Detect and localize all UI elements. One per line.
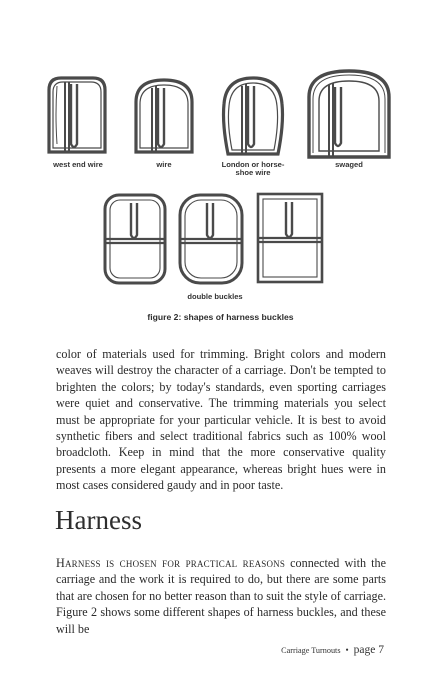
- label-swaged: swaged: [335, 160, 363, 169]
- buckle-wire: [130, 76, 198, 156]
- footer-separator: •: [345, 645, 349, 655]
- body-paragraph-2: [56, 555, 386, 637]
- figure-caption: figure 2: shapes of harness buckles: [147, 312, 294, 322]
- buckle-swaged: [303, 67, 395, 161]
- section-heading: Harness: [55, 505, 142, 535]
- page-footer: [281, 644, 384, 656]
- double-buckle-rounded: [101, 191, 169, 287]
- buckle-west-end-wire: [43, 74, 111, 156]
- double-buckle-oval: [176, 191, 246, 287]
- label-london-line2: shoe wire: [235, 168, 271, 177]
- body-paragraph-1: color of materials used for trimming. Bright colors and modern weaves will destroy the character of a carriage. Don't be tempted to brighten the colors; by today's standards, even sporting carriages were quiet and conservative. The trimming materials you select must be appropriate for your particular vehicle. It is best to avoid synthetic fibers and select traditional fabrics such as 100% wool broadcloth. Keep in mind that the more conservative quality presents a more elegant appearance, whereas bright hues were in most cases considered gaudy and in poor taste.: [56, 347, 386, 493]
- label-wire: wire: [156, 160, 172, 169]
- label-london-line1: London or horse-: [221, 160, 285, 169]
- label-double-buckles: double buckles: [187, 292, 243, 301]
- double-buckle-square: [253, 190, 327, 286]
- page-number: page 7: [353, 644, 384, 656]
- paragraph-text: connected with the carriage and the work it is required to do, but there are some parts that are chosen for no better reason than to suit the style of carriage. Figure 2 shows some different shapes of harness buckles, and these will be: [56, 556, 386, 636]
- footer-book-title: Carriage Turnouts: [281, 646, 341, 655]
- label-west-end-wire: west end wire: [53, 160, 103, 169]
- paragraph-lead-in: Harness is chosen for practical reasons: [56, 556, 286, 570]
- buckle-london-horseshoe: [218, 74, 288, 158]
